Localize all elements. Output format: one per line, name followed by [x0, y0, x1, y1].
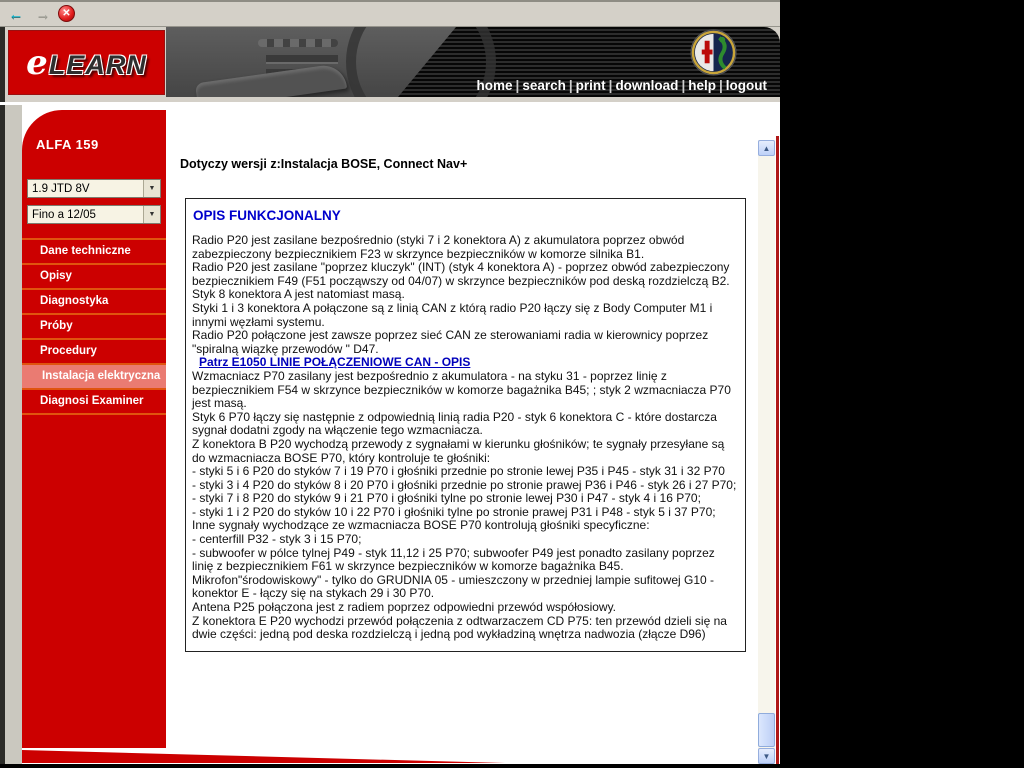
paragraph: - styki 5 i 6 P20 do styków 7 i 19 P70 i głośniki przednie po stronie lewej P35 i P45 - styk 31 i 32 P70 — [192, 464, 725, 479]
paragraph: - styki 3 i 4 P20 do styków 8 i 20 P70 i głośniki przednie po stronie prawej P36 i P46 - styk 26 i 27 P70; — [192, 477, 737, 492]
elearn-logo-e: e — [26, 42, 49, 83]
paragraph: Radio P20 jest zasilane bezpośrednio (styki 7 i 2 konektora A) z akumulatora poprzez obwód zabezpieczony bezpiecznikiem F23 w skrzynce bezpieczników w komorze silnika B1. — [192, 233, 685, 261]
scrollbar-thumb[interactable] — [758, 713, 775, 747]
nav-separator: | — [515, 78, 520, 93]
sidebar-item-procedury[interactable]: Procedury — [22, 338, 166, 363]
engine-select-value: 1.9 JTD 8V — [32, 182, 90, 195]
vertical-scrollbar[interactable] — [758, 140, 775, 764]
decorative-bar — [266, 55, 338, 62]
close-button[interactable] — [58, 5, 75, 22]
paragraph: Inne sygnały wychodzące ze wzmacniacza BOSE P70 kontrolują głośniki specyficzne: — [192, 518, 650, 533]
sidebar-item-opisy[interactable]: Opisy — [22, 263, 166, 288]
sidebar-item-diagnosi-examiner[interactable]: Diagnosi Examiner — [22, 388, 166, 415]
sidebar-item-proby[interactable]: Próby — [22, 313, 166, 338]
period-select-value: Fino a 12/05 — [32, 208, 96, 221]
engine-select[interactable] — [27, 179, 161, 198]
scroll-down-button[interactable] — [758, 748, 775, 764]
close-icon: ✕ — [62, 8, 71, 19]
elearn-logo-text — [26, 43, 147, 83]
chevron-down-icon[interactable]: ▼ — [143, 180, 160, 197]
period-select[interactable] — [27, 205, 161, 224]
can-description-link[interactable]: Patrz E1050 LINIE POŁĄCZENIOWE CAN - OPIS — [199, 355, 471, 370]
browser-toolbar — [0, 0, 780, 27]
scroll-down-icon: ▼ — [762, 752, 771, 761]
back-arrow-icon: ← — [8, 6, 24, 23]
paragraph: - styki 1 i 2 P20 do styków 10 i 22 P70 i głośniki tylne po stronie prawej P31 i P48 - styk 5 i 37 P70; — [192, 504, 716, 519]
nav-print[interactable]: print — [575, 78, 606, 93]
nav-separator: | — [608, 78, 613, 93]
paragraph: Mikrofon"środowiskowy" - tylko do GRUDNIA 05 - umieszczony w przedniej lampie sufitowej G10 - konektor E - łączy się na stykach 29 i 30 P70. — [192, 572, 715, 601]
back-button[interactable] — [6, 6, 26, 24]
header-banner — [166, 27, 780, 97]
paragraph: - centerfill P32 - styk 3 i 15 P70; — [192, 532, 362, 547]
scroll-up-icon: ▲ — [762, 144, 771, 153]
nav-download[interactable]: download — [615, 78, 679, 93]
sidebar-item-dane-techniczne[interactable]: Dane techniczne — [22, 238, 166, 263]
chevron-down-icon[interactable]: ▼ — [143, 206, 160, 223]
elearn-logo — [8, 30, 165, 95]
paragraph: Styk 8 konektora A jest natomiast masą. — [192, 287, 405, 302]
applies-to-line: Dotyczy wersji z:Instalacja BOSE, Connect Nav+ — [180, 157, 468, 171]
paragraph: Z konektora B P20 wychodzą przewody z sygnałami w kierunku głośników; te sygnały przesyłane są do wzmacniacza BOSE P70, który kontroluje te głośniki: — [192, 436, 725, 465]
decorative-ridge — [195, 63, 347, 97]
nav-help[interactable]: help — [688, 78, 716, 93]
model-title: ALFA 159 — [36, 137, 99, 152]
sidebar-item-instalacja-elektryczna[interactable]: Instalacja elektryczna — [22, 363, 166, 388]
functional-description-box — [185, 198, 746, 652]
scroll-up-button[interactable] — [758, 140, 775, 156]
forward-arrow-icon: → — [35, 6, 51, 23]
alfa-romeo-logo-icon — [690, 29, 737, 76]
nav-separator: | — [718, 78, 723, 93]
paragraph: Radio P20 jest zasilane "poprzez kluczyk" (INT) (styk 4 konektora A) - poprzez obwód zabezpieczony bezpiecznikiem F49 (F51 począwszy od 04/07) w skrzynce bezpieczników pod deską rozdzielczą B2. — [192, 260, 730, 288]
paragraph: Antena P25 połączona jest z radiem poprzez odpowiedni przewód współosiowy. — [192, 600, 617, 615]
window-frame-strip — [5, 27, 22, 764]
decorative-dots — [258, 39, 338, 47]
main-navigation — [474, 78, 770, 93]
nav-search[interactable]: search — [522, 78, 566, 93]
nav-separator: | — [681, 78, 686, 93]
forward-button[interactable] — [33, 6, 53, 24]
paragraph: Wzmacniacz P70 zasilany jest bezpośrednio z akumulatora - na styku 31 - poprzez linię z bezpiecznikiem F54 w skrzynce bezpieczników w komorze bagażnika B45; ; styk 2 wzmacniacza P70 jest masą. — [192, 368, 731, 411]
nav-home[interactable]: home — [476, 78, 513, 93]
sidebar-menu — [22, 238, 166, 415]
paragraph: Styki 1 i 3 konektora A połączone są z linią CAN z którą radio P20 łączy się z Body Computer M1 i innymi węzłami systemu. — [192, 300, 713, 329]
sidebar-item-diagnostyka[interactable]: Diagnostyka — [22, 288, 166, 313]
paragraph: - subwoofer w pólce tylnej P49 - styk 11,12 i 25 P70; subwoofer P49 jest ponadto zasilany poprzez linię z bezpiecznikiem F61 w skrzynce bezpieczników w komorze bagażnika B45. — [192, 545, 715, 574]
paragraph: Styk 6 P70 łączy się następnie z odpowiednią linią radia P20 - styk 6 konektora C - które dostarcza sygnał dodatni zgody na włączenie tego wzmacniacza. — [192, 409, 717, 438]
nav-separator: | — [568, 78, 573, 93]
window-right-border — [776, 136, 779, 764]
elearn-logo-rest: LEARN — [48, 49, 147, 80]
paragraph: Radio P20 połączone jest zawsze poprzez sieć CAN ze sterowaniami radia w kierownicy poprzez "spiralną wiązkę przewodów " D47. — [192, 328, 709, 356]
section-title: OPIS FUNKCJONALNY — [193, 208, 341, 223]
sidebar — [22, 110, 166, 748]
paragraph: - styki 7 i 8 P20 do styków 9 i 21 P70 i głośniki tylne po stronie lewej P30 i P47 - styk 4 i 16 P70; — [192, 491, 701, 506]
paragraph: Z konektora E P20 wychodzi przewód połączenia z odtwarzaczem CD P75: ten przewód dzieli się na dwie części: jedną pod deska rozdzielczą i jedną pod wykładziną wnętrza nadwozia (złącze D96) — [192, 613, 727, 642]
nav-logout[interactable]: logout — [725, 78, 767, 93]
